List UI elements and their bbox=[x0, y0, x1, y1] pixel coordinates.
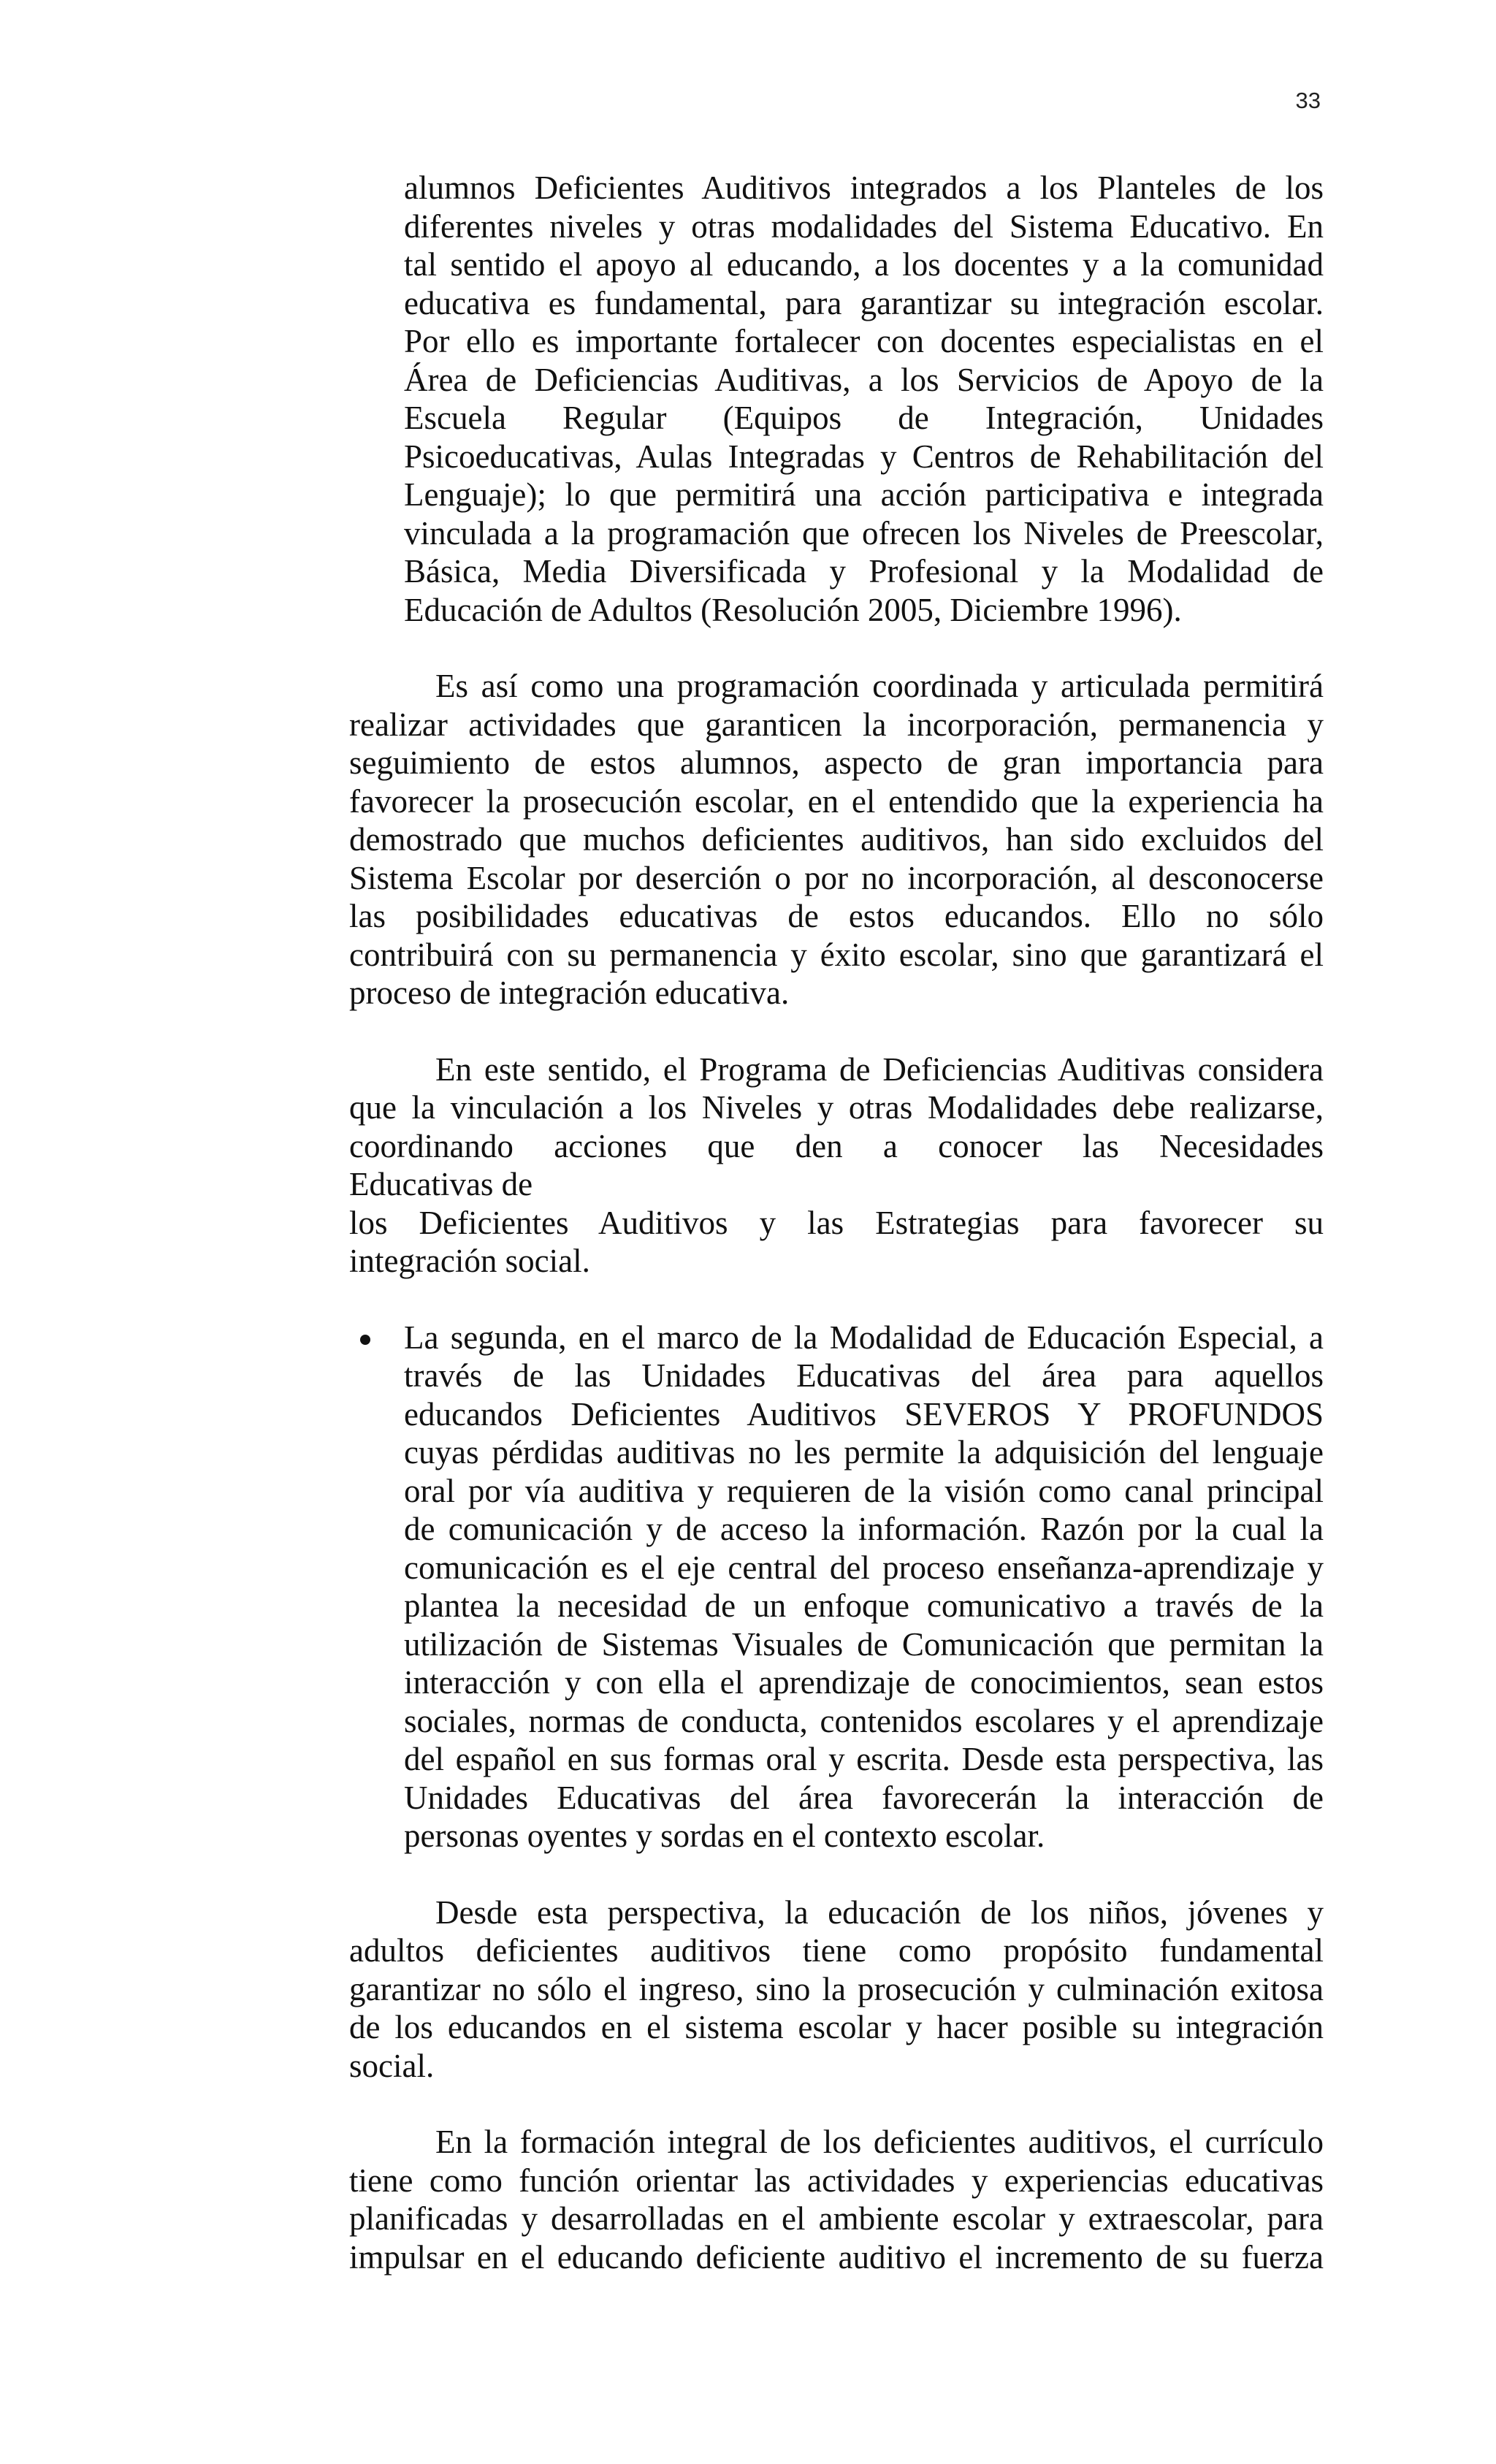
text-line: través de las Unidades Educativas del área para aquellos bbox=[404, 1357, 1324, 1394]
text-line: las posibilidades educativas de estos educandos. Ello no sólo bbox=[349, 898, 1324, 934]
text-line: interacción y con ella el aprendizaje de conocimientos, sean estos bbox=[404, 1664, 1324, 1701]
text-line: garantizar no sólo el ingreso, sino la prosecución y culminación exitosa bbox=[349, 1970, 1324, 2007]
text-line: Es así como una programación coordinada y articulada permitirá bbox=[435, 668, 1324, 704]
text-line: personas oyentes y sordas en el contexto escolar. bbox=[404, 1818, 1045, 1854]
text-line: que la vinculación a los Niveles y otras Modalidades debe realizarse, bbox=[349, 1089, 1324, 1126]
text-line: diferentes niveles y otras modalidades del Sistema Educativo. En bbox=[404, 207, 1324, 245]
text-line: oral por vía auditiva y requieren de la visión como canal principal bbox=[404, 1472, 1324, 1509]
text-line: los Deficientes Auditivos y las Estrategias para favorecer su bbox=[349, 1204, 1324, 1241]
text-line: adultos deficientes auditivos tiene como propósito fundamental bbox=[349, 1932, 1324, 1969]
paragraph-programacion bbox=[349, 667, 1324, 1012]
text-line: Psicoeducativas, Aulas Integradas y Centros de Rehabilitación del bbox=[404, 438, 1324, 475]
text-line: Sistema Escolar por deserción o por no incorporación, al desconocerse bbox=[349, 859, 1324, 896]
bullet-icon bbox=[360, 1335, 370, 1345]
text-line: seguimiento de estos alumnos, aspecto de gran importancia para bbox=[349, 744, 1324, 781]
text-line: Educativas de bbox=[349, 1166, 533, 1202]
paragraph-educacion bbox=[349, 1893, 1324, 2086]
text-line: contribuirá con su permanencia y éxito escolar, sino que garantizará el bbox=[349, 936, 1324, 973]
text-line: plantea la necesidad de un enfoque comunicativo a través de la bbox=[404, 1587, 1324, 1624]
paragraph-programa bbox=[349, 1050, 1324, 1281]
text-line: alumnos Deficientes Auditivos integrados a los Planteles de los bbox=[404, 169, 1324, 206]
text-line: impulsar en el educando deficiente auditivo el incremento de su fuerza bbox=[349, 2238, 1324, 2276]
text-line: Área de Deficiencias Auditivas, a los Servicios de Apoyo de la bbox=[404, 361, 1324, 398]
text-line: demostrado que muchos deficientes auditivos, han sido excluidos del bbox=[349, 821, 1324, 858]
text-line: proceso de integración educativa. bbox=[349, 974, 790, 1011]
text-line: integración social. bbox=[349, 1243, 590, 1279]
text-line: planificadas y desarrolladas en el ambiente escolar y extraescolar, para bbox=[349, 2200, 1324, 2237]
text-line: favorecer la prosecución escolar, en el entendido que la experiencia ha bbox=[349, 782, 1324, 820]
text-line: del español en sus formas oral y escrita. Desde esta perspectiva, las bbox=[404, 1741, 1324, 1777]
text-line: comunicación es el eje central del proceso enseñanza-aprendizaje y bbox=[404, 1549, 1324, 1586]
text-line: social. bbox=[349, 2047, 435, 2084]
text-line: tal sentido el apoyo al educando, a los docentes y a la comunidad bbox=[404, 246, 1324, 283]
text-line: Básica, Media Diversificada y Profesional y la Modalidad de bbox=[404, 553, 1324, 590]
text-line: La segunda, en el marco de la Modalidad de Educación Especial, a bbox=[404, 1319, 1324, 1356]
text-line: Unidades Educativas del área favorecerán la interacción de bbox=[404, 1779, 1324, 1816]
text-line: Desde esta perspectiva, la educación de los niños, jóvenes y bbox=[435, 1893, 1324, 1931]
text-line: cuyas pérdidas auditivas no les permite la adquisición del lenguaje bbox=[404, 1434, 1324, 1471]
text-line: En la formación integral de los deficientes auditivos, el currículo bbox=[435, 2124, 1324, 2160]
text-line: coordinando acciones que den a conocer las Necesidades bbox=[349, 1127, 1324, 1164]
text-line: educandos Deficientes Auditivos SEVEROS Y PROFUNDOS bbox=[404, 1395, 1324, 1433]
bullet-list-item bbox=[349, 1319, 1324, 1855]
text-line: Escuela Regular (Equipos de Integración, Unidades bbox=[404, 400, 1324, 436]
text-line: sociales, normas de conducta, contenidos escolares y el aprendizaje bbox=[404, 1702, 1324, 1739]
text-line: utilización de Sistemas Visuales de Comunicación que permitan la bbox=[404, 1625, 1324, 1663]
text-line: realizar actividades que garanticen la incorporación, permanencia y bbox=[349, 706, 1324, 743]
text-line: tiene como función orientar las actividades y experiencias educativas bbox=[349, 2162, 1324, 2199]
page-body bbox=[349, 169, 1324, 2314]
text-line: Educación de Adultos (Resolución 2005, Diciembre 1996). bbox=[404, 591, 1182, 628]
paragraph-curriculo bbox=[349, 2123, 1324, 2276]
page-number: 33 bbox=[1295, 88, 1321, 113]
text-line: Por ello es importante fortalecer con docentes especialistas en el bbox=[404, 323, 1324, 359]
text-line: vinculada a la programación que ofrecen los Niveles de Preescolar, bbox=[404, 514, 1324, 552]
text-line: educativa es fundamental, para garantizar su integración escolar. bbox=[404, 284, 1324, 321]
continuation-paragraph bbox=[349, 169, 1324, 629]
text-line: de comunicación y de acceso la información. Razón por la cual la bbox=[404, 1511, 1324, 1547]
text-line: Lenguaje); lo que permitirá una acción participativa e integrada bbox=[404, 476, 1324, 513]
text-line: En este sentido, el Programa de Deficiencias Auditivas considera bbox=[435, 1050, 1324, 1088]
text-line: de los educandos en el sistema escolar y hacer posible su integración bbox=[349, 2009, 1324, 2045]
